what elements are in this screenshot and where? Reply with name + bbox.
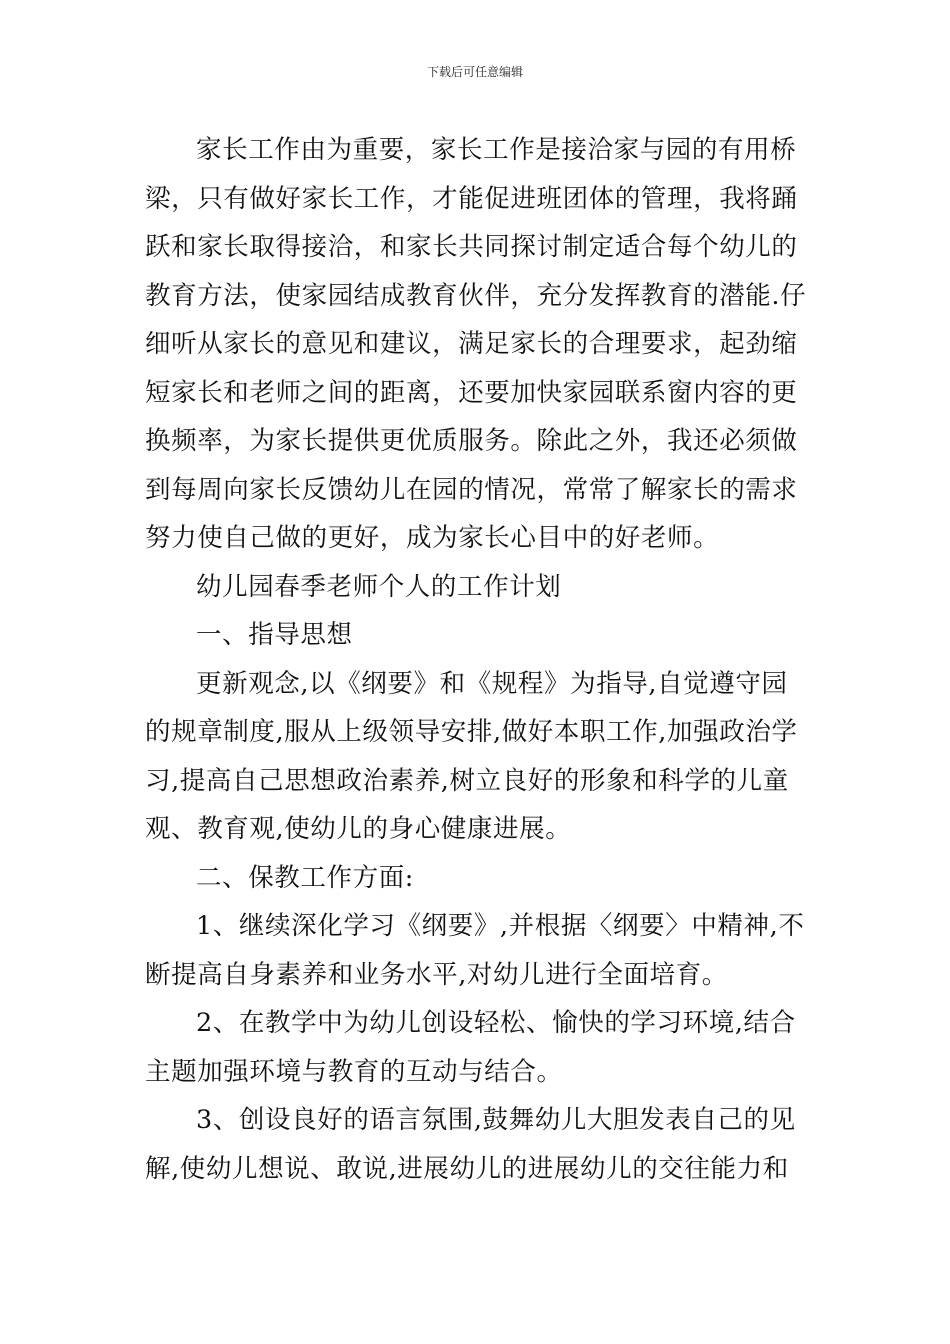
text-line: 观、教育观,使幼儿的身心健康进展。 — [145, 814, 572, 844]
text-line: 2、在教学中为幼儿创设轻松、愉快的学习环境,结合 — [196, 1008, 796, 1038]
text-line: 的规章制度,服从上级领导安排,做好本职工作,加强政治学 — [145, 717, 798, 747]
list-item-2 — [145, 999, 807, 1096]
text-line: 梁，只有做好家长工作，才能促进班团体的管理，我将踊 — [145, 183, 798, 214]
text-line: 主题加强环境与教育的互动与结合。 — [145, 1056, 563, 1087]
heading-guiding-thought — [145, 611, 807, 660]
text-line: 二、保教工作方面: — [196, 862, 414, 893]
text-line: 解,使幼儿想说、敢说,进展幼儿的进展幼儿的交往能力和 — [145, 1153, 789, 1184]
list-item-3 — [145, 1096, 807, 1193]
text-line: 短家长和老师之间的距离，还要加快家园联系窗内容的更 — [145, 377, 798, 408]
text-line: 家长工作由为重要，家长工作是接洽家与园的有用桥 — [196, 135, 797, 165]
text-line: 一、指导思想 — [196, 620, 353, 650]
heading-care-education — [145, 854, 807, 903]
text-line: 3、创设良好的语言氛围,鼓舞幼儿大胆发表自己的见 — [196, 1105, 796, 1135]
section-title-plan — [145, 563, 807, 612]
text-line: 幼儿园春季老师个人的工作计划 — [196, 571, 562, 602]
page-header-note: 下载后可任意编辑 — [426, 65, 523, 79]
document-body — [145, 126, 807, 1193]
paragraph-guiding-thought — [145, 660, 807, 854]
text-line: 1、继续深化学习《纲要》,并根据〈纲要〉中精神,不 — [196, 911, 805, 941]
text-line: 断提高自身素养和业务水平,对幼儿进行全面培育。 — [145, 959, 728, 990]
text-line: 细听从家长的意见和建议，满足家长的合理要求，起劲缩 — [145, 329, 798, 359]
text-line: 努力使自己做的更好，成为家长心目中的好老师。 — [145, 523, 720, 553]
paragraph-parent-work — [145, 126, 807, 563]
text-line: 习,提高自己思想政治素养,树立良好的形象和科学的儿童 — [145, 765, 789, 796]
text-line: 教育方法，使家园结成教育伙伴，充分发挥教育的潜能.仔 — [145, 280, 807, 311]
list-item-1 — [145, 902, 807, 999]
text-line: 更新观念,以《纲要》和《规程》为指导,自觉遵守园 — [196, 668, 788, 699]
text-line: 跃和家长取得接洽，和家长共同探讨制定适合每个幼儿的 — [145, 232, 798, 262]
text-line: 到每周向家长反馈幼儿在园的情况，常常了解家长的需求 — [145, 474, 798, 505]
text-line: 换频率，为家长提供更优质服务。除此之外，我还必须做 — [145, 426, 798, 456]
